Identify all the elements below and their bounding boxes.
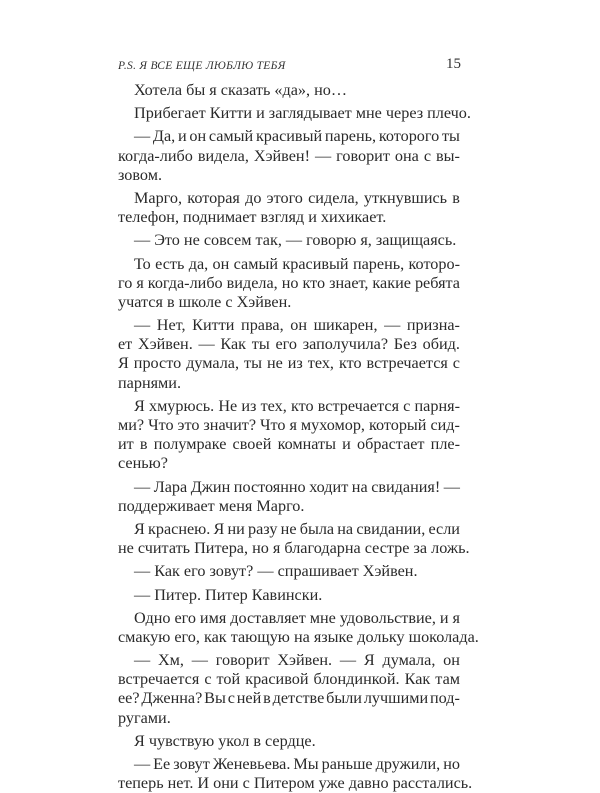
text-line: ругами. — [118, 708, 171, 727]
text-line: Я просто думала, ты не из тех, кто встречается с — [118, 354, 460, 373]
text-line: парнями. — [118, 373, 182, 392]
text-line: То есть да, он самый красивый парень, которо- — [134, 254, 460, 273]
paragraph — [118, 127, 460, 185]
text-line: Я чувствую укол в сердце. — [134, 731, 316, 750]
text-line: учатся в школе с Хэйвен. — [118, 292, 292, 311]
running-title: P.S. Я ВСЕ ЕЩЕ ЛЮБЛЮ ТЕБЯ — [118, 60, 286, 72]
paragraph — [118, 519, 470, 558]
paragraph — [118, 189, 460, 227]
text-line: Марго, которая до этого сидела, уткнувшись в — [134, 188, 460, 207]
page-number: 15 — [446, 56, 461, 72]
text-line: поддерживает меня Марго. — [118, 496, 305, 515]
paragraph — [118, 586, 460, 605]
text-line: теперь нет. И они с Питером уже давно расстались. — [118, 774, 473, 793]
text-line: Я хмурюсь. Не из тех, кто встречается с парня- — [134, 396, 460, 415]
text-line: зовом. — [118, 165, 163, 184]
paragraph — [118, 104, 471, 123]
paragraph — [118, 478, 460, 516]
text-line: — Лара Джин постоянно ходит на свидания! — — [134, 477, 460, 496]
paragraph — [118, 562, 460, 581]
paragraph — [118, 81, 460, 100]
text-line: Одно его имя доставляет мне удовольствие, и я — [134, 608, 460, 627]
paragraph — [118, 755, 473, 793]
paragraph — [118, 651, 460, 728]
text-line: телефон, поднимает взгляд и хихикает. — [118, 208, 387, 227]
text-line: — Как его зовут? — спрашивает Хэйвен. — [134, 562, 418, 581]
text-line: ет Хэйвен. — Как ты его заполучила? Без обид. — [118, 335, 460, 354]
paragraph — [118, 316, 460, 393]
text-line: ми? Что это значит? Что я мухомор, который сид- — [118, 416, 460, 434]
paragraph — [118, 397, 460, 474]
body-text — [118, 81, 479, 793]
text-line: смакую его, как тающую на языке дольку шоколада. — [118, 627, 479, 646]
text-line: — Хм, — говорит Хэйвен. — Я думала, он — [134, 651, 460, 670]
text-line: Я краснею. Я ни разу не была на свидании, если — [134, 519, 460, 538]
text-line: — Нет, Китти права, он шикарен, — призна- — [134, 316, 460, 335]
text-line: не считать Питера, но я благодарна сестре за ложь. — [118, 539, 470, 558]
paragraph — [118, 255, 460, 313]
paragraph — [118, 231, 460, 250]
text-line: — Да, и он самый красивый парень, которого ты — [134, 127, 460, 146]
text-line: сенью? — [118, 454, 168, 473]
text-line: Хотела бы я сказать «да», но… — [134, 81, 348, 99]
paragraph — [118, 732, 460, 751]
text-line: встречается с той красивой блондинкой. Как там — [118, 670, 460, 689]
text-line: — Питер. Питер Кавински. — [134, 585, 323, 604]
text-line: — Ее зовут Женевьева. Мы раньше дружили, но — [134, 755, 460, 773]
text-line: ит в полумраке своей комнаты и обрастает пле- — [118, 435, 460, 454]
text-line: Прибегает Китти и заглядывает мне через плечо. — [134, 104, 471, 123]
text-line: когда-либо видела, Хэйвен! — говорит она с вы- — [118, 146, 460, 165]
text-line: ее? Дженна? Вы с ней в детстве были лучшими под- — [118, 689, 460, 708]
text-line: — Это не совсем так, — говорю я, защищаясь. — [134, 231, 457, 250]
text-line: го я когда-либо видела, но кто знает, какие ребята — [118, 273, 460, 292]
paragraph — [118, 608, 479, 647]
